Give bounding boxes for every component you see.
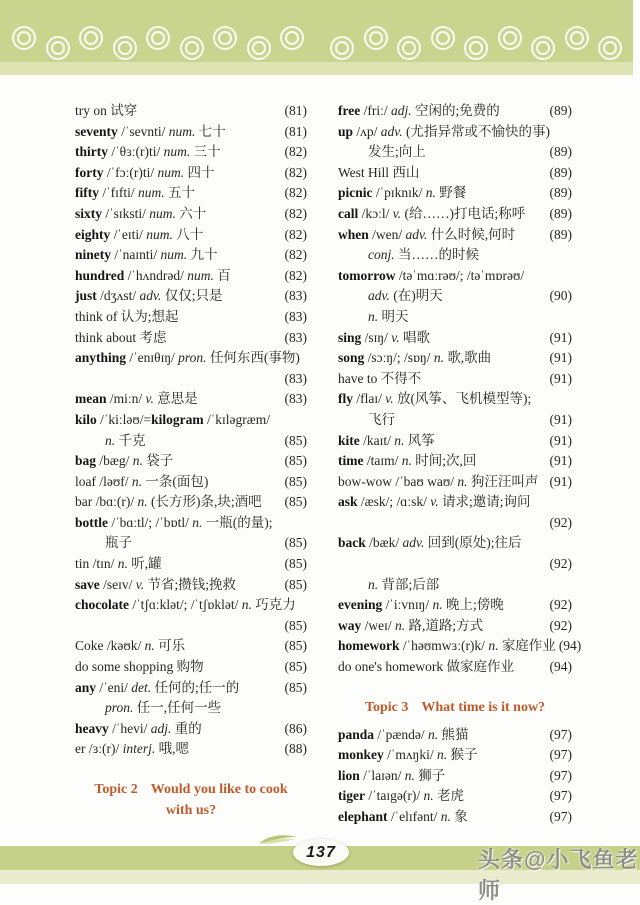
vocab-entry-page: (91) <box>549 453 572 469</box>
vocab-entry-text: think of 认为;想起 <box>75 308 179 324</box>
circle-ornament <box>180 36 204 60</box>
vocab-line <box>338 431 572 452</box>
vocab-entry-page: (97) <box>549 809 572 824</box>
vocab-entry-text: just /dʒʌst/ adv. 仅仅;只是 <box>75 288 223 304</box>
vocab-entry-page: (85) <box>284 556 307 572</box>
vocab-entry-page: (92) <box>549 617 572 633</box>
vocab-line <box>75 554 307 575</box>
circle-ornament-inner <box>603 41 617 55</box>
vocab-entry-page: (85) <box>284 679 307 695</box>
vocab-line <box>338 616 572 637</box>
vocab-line <box>75 698 307 719</box>
vocab-line <box>338 122 572 143</box>
vocab-entry-page: (89) <box>549 164 572 180</box>
vocab-entry-page: (89) <box>549 185 572 201</box>
vocab-entry-text: bag /bæg/ n. 袋子 <box>75 453 174 469</box>
vocab-entry-text: bar /bɑː(r)/ n. (长方形)条,块;酒吧 <box>75 494 262 510</box>
vocab-line <box>338 657 572 678</box>
circle-ornament <box>464 36 488 60</box>
circle-ornament-inner <box>402 41 416 55</box>
vocab-line <box>338 513 572 534</box>
vocab-entry-text: way /weɪ/ n. 路,道路;方式 <box>338 617 484 633</box>
vocab-entry-page: (94) <box>558 638 582 654</box>
vocab-line <box>338 389 572 410</box>
vocab-entry-page: (94) <box>549 659 572 675</box>
circle-ornament-inner <box>436 31 450 45</box>
topic-2-line1 <box>75 779 307 800</box>
vocab-entry-page: (92) <box>549 597 572 613</box>
vocab-line <box>75 142 307 163</box>
vocab-line <box>338 636 582 657</box>
vocab-entry-text: kite /kaɪt/ n. 风筝 <box>338 432 435 448</box>
vocab-line <box>75 369 307 390</box>
vocab-entry-page: (91) <box>549 350 572 366</box>
vocab-entry-text: try on 试穿 <box>75 103 138 118</box>
vocab-entry-text: think about 考虑 <box>75 329 167 345</box>
vocab-entry-page: (97) <box>549 788 572 804</box>
vocab-line <box>338 204 572 225</box>
vocab-entry-text: fifty /ˈfɪfti/ num. 五十 <box>75 185 195 201</box>
circle-ornament <box>213 26 237 50</box>
circle-ornament <box>79 26 103 50</box>
vocab-entry-page: (82) <box>284 185 307 201</box>
vocab-entry-text: West Hill 西山 <box>338 164 420 180</box>
vocab-line <box>338 554 572 575</box>
circle-ornament <box>146 26 170 50</box>
vocab-entry-text: seventy /ˈsevnti/ num. 七十 <box>75 123 226 139</box>
vocab-entry-page: (85) <box>284 617 307 633</box>
circle-ornament <box>330 36 354 60</box>
vocab-line <box>338 766 572 787</box>
circle-ornament-inner <box>118 41 132 55</box>
vocab-line <box>75 163 307 184</box>
vocab-line <box>75 513 307 534</box>
vocab-line <box>75 328 307 349</box>
vocab-line <box>338 451 572 472</box>
topic-2-label: Topic 2 <box>94 782 138 797</box>
vocab-line <box>75 595 307 616</box>
vocab-entry-text: ask /æsk/; /ɑːsk/ v. 请求;邀请;询问 <box>338 494 531 510</box>
vocab-entry-page: (83) <box>284 308 307 324</box>
vocab-entry-page: (83) <box>284 329 307 345</box>
vocab-entry-text: evening /ˈiːvnɪŋ/ n. 晚上;傍晚 <box>338 597 504 613</box>
vocab-line <box>75 389 307 410</box>
vocab-entry-text: bottle /ˈbɑːtl/; /ˈbɒtl/ n. 一瓶(的量); <box>75 514 273 530</box>
circle-ornament-inner <box>84 31 98 45</box>
vocab-entry-text: eighty /ˈeɪti/ num. 八十 <box>75 226 204 242</box>
circle-ornament <box>397 36 421 60</box>
vocab-entry-page: (82) <box>284 205 307 221</box>
vocab-entry-text: Coke /kəʊk/ n. 可乐 <box>75 638 186 654</box>
vocab-column-left <box>75 101 307 821</box>
vocab-entry-page: (83) <box>284 370 307 386</box>
vocab-line <box>338 286 572 307</box>
vocab-entry-text: n. 千克 <box>105 432 146 448</box>
topic-2-title: Would you like to cook <box>150 782 288 797</box>
vocab-entry-page: (82) <box>284 226 307 242</box>
vocab-entry-page: (85) <box>284 638 307 654</box>
vocab-line <box>75 472 307 493</box>
vocab-entry-text: n. 背部;后部 <box>368 576 440 592</box>
vocab-entry-page: (85) <box>284 453 307 469</box>
vocab-entry-page: (90) <box>549 288 572 304</box>
vocab-line <box>338 348 572 369</box>
vocab-entry-text: panda /ˈpændə/ n. 熊猫 <box>338 726 469 742</box>
vocab-entry-text: elephant /ˈelɪfənt/ n. 象 <box>338 809 468 824</box>
vocab-line <box>338 533 572 554</box>
vocab-entry-text: save /seɪv/ v. 节省;攒钱;挽救 <box>75 576 237 592</box>
vocab-entry-text: tomorrow /təˈmɑːrəʊ/; /təˈmɒrəʊ/ <box>338 267 525 283</box>
circle-ornament <box>12 26 36 50</box>
top-decorative-band <box>0 0 633 62</box>
topic-2-heading <box>75 779 307 821</box>
vocab-line <box>75 451 307 472</box>
vocab-entry-text: do one's homework 做家庭作业 <box>338 659 515 675</box>
vocab-entry-text: sing /sɪŋ/ v. 唱歌 <box>338 329 430 345</box>
vocab-line <box>338 369 572 390</box>
vocab-entry-text: loaf /ləʊf/ n. 一条(面包) <box>75 473 209 489</box>
page-number-badge <box>293 839 349 866</box>
vocab-entry-text: monkey /ˈmʌŋki/ n. 猴子 <box>338 747 478 763</box>
vocab-line <box>75 678 307 699</box>
vocab-line <box>338 266 572 287</box>
vocab-entry-page: (82) <box>284 164 307 180</box>
vocab-entry-text: bow-wow /ˈbaʊ waʊ/ n. 狗汪汪叫声 <box>338 473 539 489</box>
vocab-line <box>338 472 572 493</box>
vocab-entry-page: (91) <box>549 411 572 427</box>
circle-ornament-inner <box>503 31 517 45</box>
vocab-entry-text: adv. (在)明天 <box>368 288 443 304</box>
vocab-entry-text: mean /miːn/ v. 意思是 <box>75 391 198 407</box>
vocab-entry-page: (88) <box>284 741 307 757</box>
vocab-entry-text: 飞行 <box>368 411 395 427</box>
vocab-entry-text: conj. 当……的时候 <box>368 247 479 263</box>
vocab-entry-text: fly /flaɪ/ v. 放(风筝、飞机模型等); <box>338 391 532 407</box>
circle-ornament-inner <box>335 41 349 55</box>
vocab-line <box>75 101 307 122</box>
vocab-entry-text: pron. 任一,任何一些 <box>105 700 222 716</box>
vocab-entry-text: tiger /ˈtaɪgə(r)/ n. 老虎 <box>338 788 464 804</box>
vocab-line <box>75 719 307 740</box>
vocab-line <box>338 101 572 122</box>
vocab-line <box>75 225 307 246</box>
vocab-line <box>75 739 307 760</box>
circle-ornament-inner <box>469 41 483 55</box>
vocab-entry-page: (92) <box>549 556 572 572</box>
circle-ornament <box>46 36 70 60</box>
circle-ornament-inner <box>536 41 550 55</box>
vocab-entry-page: (92) <box>549 514 572 530</box>
vocab-line <box>338 807 572 828</box>
vocab-line <box>75 657 307 678</box>
vocab-entry-text: ninety /ˈnaɪnti/ num. 九十 <box>75 247 218 263</box>
vocab-entry-page: (83) <box>284 391 307 407</box>
vocab-line <box>338 410 572 431</box>
vocab-entry-text: time /taɪm/ n. 时间;次,回 <box>338 453 477 469</box>
vocab-entry-page: (91) <box>549 329 572 345</box>
vocab-entry-text: do some shopping 购物 <box>75 659 204 675</box>
vocab-entry-page: (85) <box>284 659 307 675</box>
vocab-entry-text: hundred /ˈhʌndrəd/ num. 百 <box>75 267 231 283</box>
circle-ornament-inner <box>252 41 266 55</box>
circle-ornament-inner <box>17 31 31 45</box>
vocab-list-right <box>338 101 582 678</box>
vocab-entry-text: n. 明天 <box>368 308 409 324</box>
vocab-line <box>338 595 572 616</box>
vocab-entry-page: (82) <box>284 267 307 283</box>
vocab-entry-page: (86) <box>284 720 307 736</box>
vocab-entry-text: up /ʌp/ adv. (尤指异常或不愉快的事) <box>338 123 551 139</box>
vocab-entry-page: (85) <box>284 576 307 592</box>
vocab-entry-page: (91) <box>549 432 572 448</box>
topic-3-title: What time is it now? <box>421 699 546 715</box>
vocab-list-right-animals <box>338 725 572 828</box>
vocab-line <box>75 348 307 369</box>
vocab-entry-page: (81) <box>284 123 307 139</box>
circle-ornament-inner <box>285 31 299 45</box>
vocab-entry-text: have to 不得不 <box>338 370 422 386</box>
vocab-entry-text: any /ˈeni/ det. 任何的;任一的 <box>75 679 240 695</box>
vocab-entry-page: (97) <box>549 747 572 763</box>
vocab-line <box>75 266 307 287</box>
vocab-column-right <box>338 101 582 828</box>
vocab-entry-text: heavy /ˈhevi/ adj. 重的 <box>75 720 202 736</box>
vocab-line <box>75 307 307 328</box>
vocab-line <box>75 286 307 307</box>
vocab-entry-text: lion /ˈlaɪən/ n. 狮子 <box>338 767 446 783</box>
vocab-entry-page: (85) <box>284 473 307 489</box>
vocab-entry-page: (89) <box>549 226 572 242</box>
vocab-line <box>75 204 307 225</box>
vocab-line <box>338 786 572 807</box>
circle-ornament-inner <box>51 41 65 55</box>
circle-ornament <box>598 36 622 60</box>
vocab-entry-text: tin /tɪn/ n. 听,罐 <box>75 556 162 572</box>
vocab-line <box>338 183 572 204</box>
circle-ornament-inner <box>218 31 232 45</box>
vocab-line <box>75 183 307 204</box>
vocab-entry-text: anything /ˈenɪθɪŋ/ pron. 任何东西(事物) <box>75 350 300 366</box>
circle-ornament <box>565 26 589 50</box>
vocab-entry-text: song /sɔːŋ/; /sɒŋ/ n. 歌,歌曲 <box>338 350 492 366</box>
leaf-swoosh-ornament <box>258 832 298 848</box>
vocab-line <box>338 225 572 246</box>
vocab-entry-text: when /wen/ adv. 什么时候,何时 <box>338 226 516 242</box>
top-band-light-strip <box>0 62 633 75</box>
vocab-entry-text: picnic /ˈpɪknɪk/ n. 野餐 <box>338 185 467 201</box>
vocab-entry-page: (89) <box>549 103 572 118</box>
vocab-line <box>338 328 572 349</box>
vocab-entry-page: (85) <box>284 535 307 551</box>
vocab-entry-text: homework /ˈhəʊmwɜː(r)k/ n. 家庭作业 <box>338 638 556 654</box>
vocab-line <box>338 492 572 513</box>
watermark-text: 头条@小飞鱼老师 <box>478 847 639 903</box>
vocab-line <box>338 245 572 266</box>
vocab-line <box>338 142 572 163</box>
circle-ornament <box>113 36 137 60</box>
vocab-line <box>75 575 307 596</box>
vocab-entry-page: (89) <box>549 144 572 160</box>
vocab-entry-text: 瓶子 <box>105 535 132 551</box>
vocab-entry-text: er /ɜː(r)/ interj. 哦,嗯 <box>75 741 190 757</box>
circle-ornament <box>364 26 388 50</box>
vocab-line <box>75 616 307 637</box>
vocab-entry-page: (85) <box>284 494 307 510</box>
vocab-entry-page: (83) <box>284 288 307 304</box>
vocab-entry-text: 发生;向上 <box>368 144 426 160</box>
vocab-line <box>75 636 307 657</box>
vocab-entry-text: free /friː/ adj. 空闲的;免费的 <box>338 103 500 118</box>
circle-ornament-inner <box>151 31 165 45</box>
vocab-line <box>338 725 572 746</box>
vocab-entry-text: thirty /ˈθɜː(r)ti/ num. 三十 <box>75 144 221 160</box>
vocab-line <box>75 122 307 143</box>
vocab-line <box>338 307 572 328</box>
topic-3-heading <box>338 697 572 718</box>
circle-ornament <box>431 26 455 50</box>
topic-3-label: Topic 3 <box>364 699 409 715</box>
circle-ornament-inner <box>369 31 383 45</box>
page-number: 137 <box>306 843 336 861</box>
vocab-line <box>75 431 307 452</box>
vocab-line <box>338 745 572 766</box>
vocab-entry-page: (81) <box>284 103 307 118</box>
vocab-entry-page: (82) <box>284 247 307 263</box>
circle-ornament <box>280 26 304 50</box>
vocab-list-left <box>75 101 307 760</box>
vocab-line <box>75 492 307 513</box>
vocab-line <box>75 245 307 266</box>
vocab-line <box>338 163 572 184</box>
vocab-line <box>75 410 307 431</box>
vocab-entry-page: (91) <box>549 370 572 386</box>
circle-ornament <box>247 36 271 60</box>
vocab-entry-text: kilo /ˈkiːləʊ/=kilogram /ˈkɪləgræm/ <box>75 411 271 427</box>
vocab-entry-page: (85) <box>284 432 307 448</box>
circle-ornament <box>531 36 555 60</box>
vocab-entry-text: forty /ˈfɔː(r)ti/ num. 四十 <box>75 164 215 180</box>
vocab-line <box>338 575 572 596</box>
vocab-entry-page: (82) <box>284 144 307 160</box>
vocab-entry-text: sixty /ˈsɪksti/ num. 六十 <box>75 205 207 221</box>
vocab-entry-page: (97) <box>549 726 572 742</box>
vocab-entry-page: (89) <box>549 205 572 221</box>
vocab-entry-page: (91) <box>549 473 572 489</box>
vocab-entry-text: call /kɔːl/ v. (给……)打电话;称呼 <box>338 205 526 221</box>
vocab-entry-text: back /bæk/ adv. 回到(原处);往后 <box>338 535 522 551</box>
circle-ornament <box>498 26 522 50</box>
vocab-entry-page: (97) <box>549 767 572 783</box>
vocab-entry-text: chocolate /ˈtʃɑːklət/; /ˈtʃɒklət/ n. 巧克力 <box>75 597 296 613</box>
circle-ornament-inner <box>570 31 584 45</box>
topic-2-line2: with us? <box>165 803 217 818</box>
circle-ornament-inner <box>185 41 199 55</box>
vocab-line <box>75 533 307 554</box>
